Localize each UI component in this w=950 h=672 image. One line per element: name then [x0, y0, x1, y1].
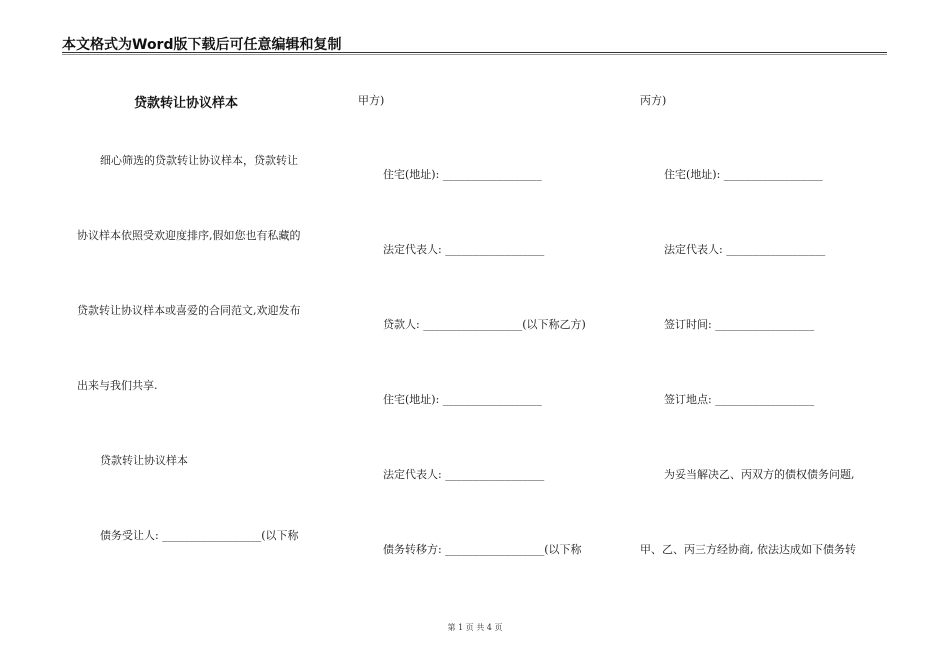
header-divider-thin — [62, 54, 887, 55]
party-suffix: 丙方) — [640, 94, 667, 107]
section-heading: 贷款转让协议样本 — [100, 454, 188, 467]
paragraph-line: 甲、乙、丙三方经协商, 依法达成如下债务转 — [640, 543, 856, 556]
paragraph-line: 细心筛选的贷款转让协议样本，贷款转让 — [100, 154, 298, 167]
page-number: 第 1 页 共 4 页 — [447, 623, 503, 632]
legal-rep-field-line: 法定代表人: __________________ — [383, 468, 545, 481]
address-field-line: 住宅(地址): __________________ — [383, 168, 542, 181]
paragraph-line: 为妥当解决乙、丙双方的债权债务问题, — [664, 468, 855, 481]
document-header: 本文格式为Word版下载后可任意编辑和复制 — [62, 37, 342, 53]
transferor-field-line: 债务转移方: __________________(以下称 — [383, 543, 582, 556]
header-divider — [62, 52, 887, 53]
signing-time-field-line: 签订时间: __________________ — [664, 318, 815, 331]
signing-place-field-line: 签订地点: __________________ — [664, 393, 815, 406]
lender-field-line: 贷款人: __________________(以下称乙方) — [383, 318, 586, 331]
legal-rep-field-line: 法定代表人: __________________ — [383, 243, 545, 256]
party-suffix: 甲方) — [358, 94, 385, 107]
paragraph-line: 协议样本依照受欢迎度排序,假如您也有私藏的 — [77, 229, 301, 242]
address-field-line: 住宅(地址): __________________ — [383, 393, 542, 406]
assignee-field-line: 债务受让人: __________________(以下称 — [100, 529, 299, 542]
paragraph-line: 贷款转让协议样本或喜爱的合同范文,欢迎发布 — [77, 304, 301, 317]
document-title: 贷款转让协议样本 — [134, 96, 239, 111]
address-field-line: 住宅(地址): __________________ — [664, 168, 823, 181]
paragraph-line: 出来与我们共享. — [77, 379, 158, 392]
legal-rep-field-line: 法定代表人: __________________ — [664, 243, 826, 256]
